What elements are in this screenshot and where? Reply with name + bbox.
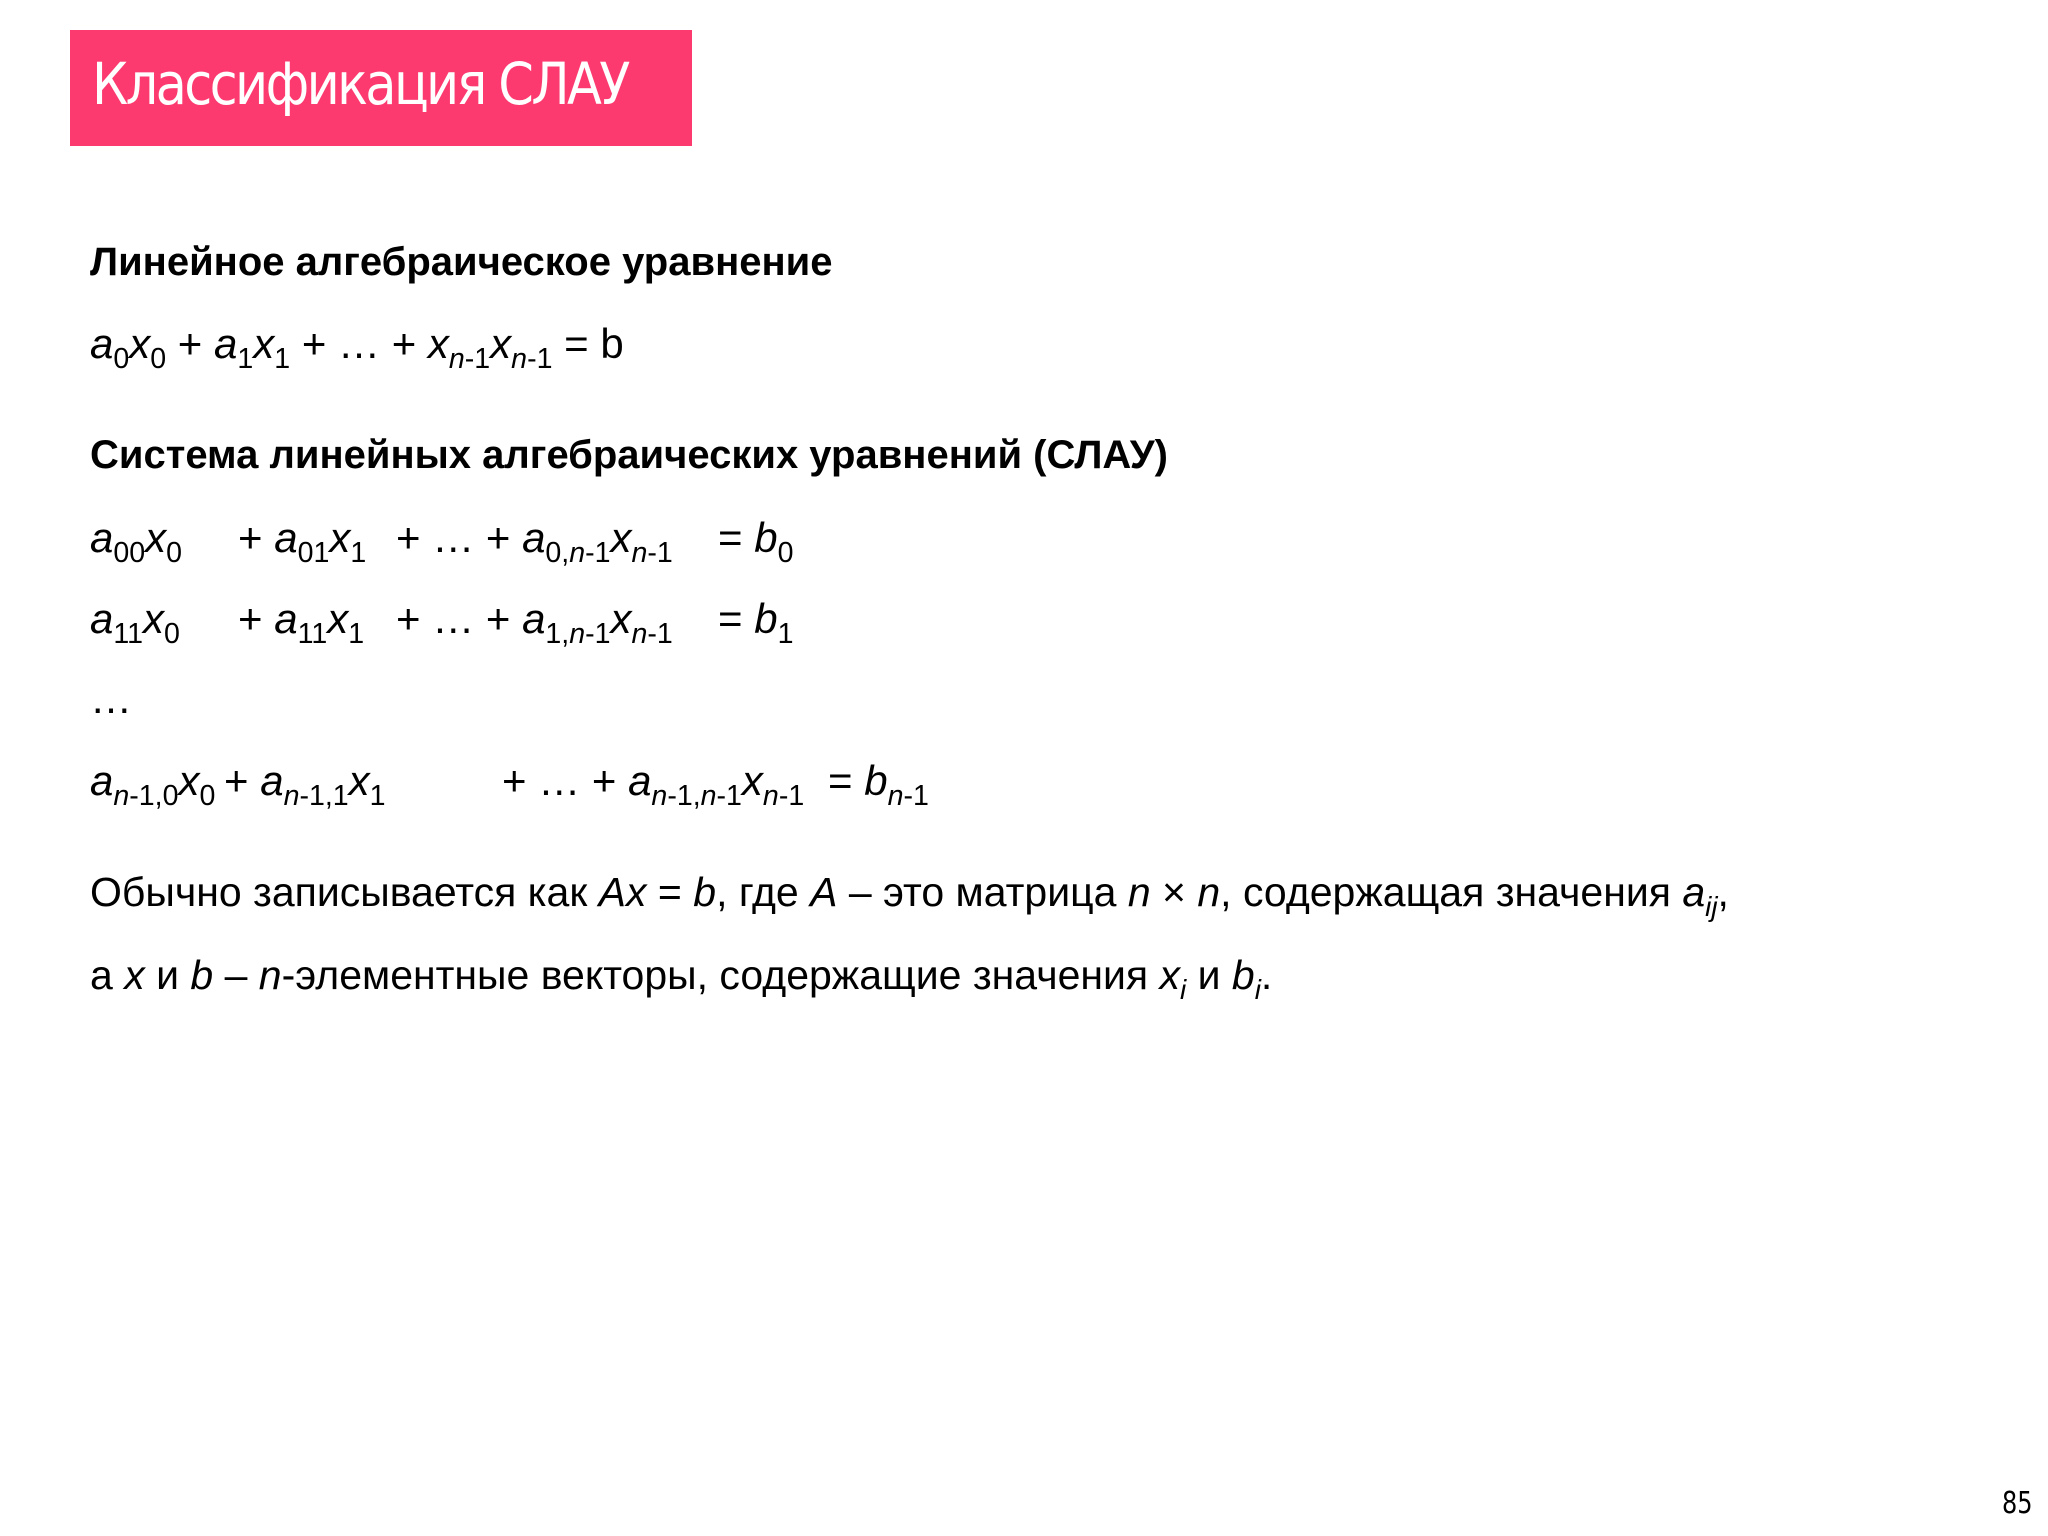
row1-term-3: + … + $a_{1,n-1}x_{n-1}$ xyxy=(396,595,673,650)
row0-term-3: + … + $a_{0,n-1}x_{n-1}$ xyxy=(396,514,673,569)
title-banner xyxy=(70,30,692,146)
slide-title: Классификация СЛАУ xyxy=(92,50,628,118)
system-row-1 xyxy=(90,593,990,653)
rowlast-term-1: $a_{n-1,0}x_0$ xyxy=(90,757,216,812)
row0-term-1: $a_{00}x_0$ xyxy=(90,514,183,569)
rowlast-rhs: = $b_{n-1}$ xyxy=(828,757,929,812)
rowlast-term-3: + … + $a_{n-1,n-1}x_{n-1}$ xyxy=(502,757,805,812)
system-row-last xyxy=(90,755,1090,815)
system-ellipsis: … xyxy=(90,675,132,722)
paragraph-line-1: Обычно записывается как Ax = b, где A – это матрица n × n, содержащая значения $a_{ij}$, xyxy=(90,869,1729,922)
paragraph-line-2: а x и b – n-элементные векторы, содержащие значения $x_i$ и $b_i$. xyxy=(90,952,1273,1005)
row1-rhs: = $b_1$ xyxy=(718,595,794,650)
system-row-0 xyxy=(90,512,990,572)
page-number: 85 xyxy=(2002,1486,2033,1521)
rowlast-term-2: + $a_{n-1,1}x_1$ xyxy=(224,757,386,812)
section-heading-linear-equation: Линейное алгебраическое уравнение xyxy=(90,240,833,284)
row0-term-2: + $a_{01}x_1$ xyxy=(238,514,367,569)
linear-equation: $a_0x_0 + a_1x_1$ + … + $x_{n-1}x_{n-1} = b$ xyxy=(90,320,624,375)
section-heading-system: Система линейных алгебраических уравнений (СЛАУ) xyxy=(90,433,1168,477)
row0-rhs: = $b_0$ xyxy=(718,514,794,569)
row1-term-1: $a_{11}x_0$ xyxy=(90,595,180,650)
row1-term-2: + $a_{11}x_1$ xyxy=(238,595,365,650)
